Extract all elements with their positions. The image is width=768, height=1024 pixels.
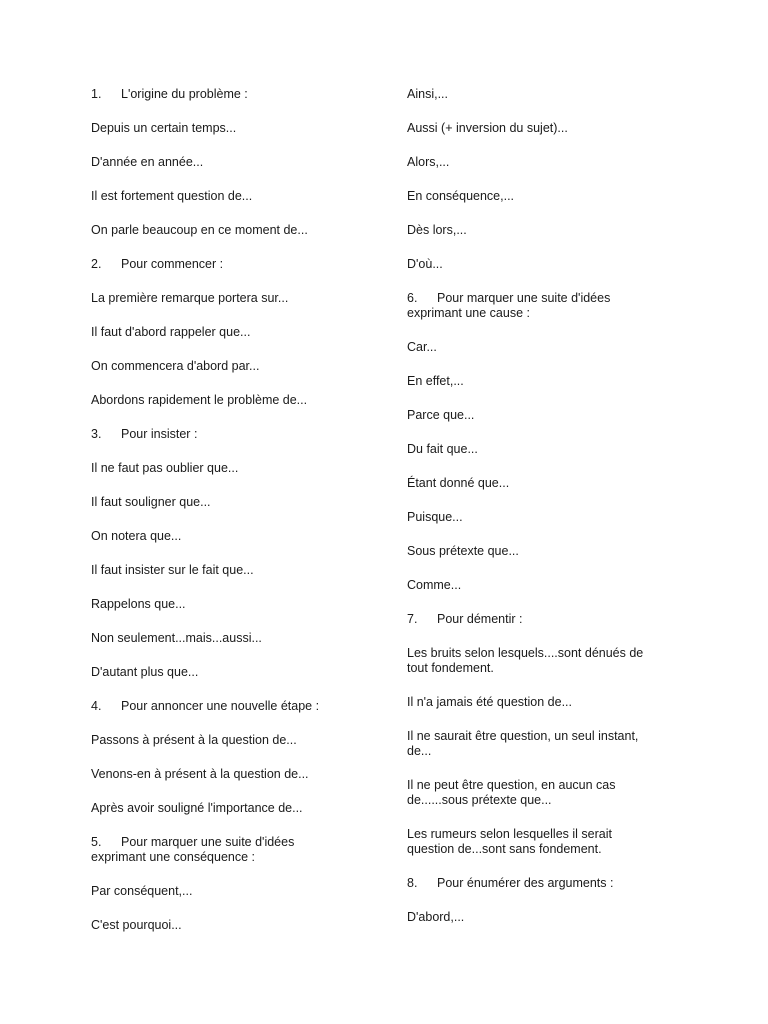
phrase-line: Il ne faut pas oublier que... — [91, 461, 239, 475]
phrase-line: Il faut insister sur le fait que... — [91, 563, 254, 577]
phrase-line: Il faut souligner que... — [91, 495, 211, 509]
right-column — [407, 87, 669, 944]
section-title: Pour marquer une suite d'idées exprimant une cause : — [407, 291, 611, 320]
section-title: L'origine du problème : — [121, 87, 248, 101]
phrase-line: Aussi (+ inversion du sujet)... — [407, 121, 568, 135]
section-number: 8. — [407, 876, 418, 890]
phrase-line: Depuis un certain temps... — [91, 121, 237, 135]
section-heading — [407, 612, 669, 646]
phrase-line: On notera que... — [91, 529, 182, 543]
phrase-line: Comme... — [407, 578, 462, 592]
section-heading — [407, 876, 669, 910]
phrase-line: D'où... — [407, 257, 443, 271]
section-title: Pour annoncer une nouvelle étape : — [121, 699, 320, 713]
section-number: 6. — [407, 291, 418, 305]
phrase-line: Ainsi,... — [407, 87, 448, 101]
phrase-line: Il n'a jamais été question de... — [407, 695, 572, 709]
section-heading — [91, 427, 361, 461]
phrase-line: En conséquence,... — [407, 189, 515, 203]
section-number: 1. — [91, 87, 102, 101]
phrase-line: Il ne saurait être question, un seul instant, de... — [407, 729, 639, 758]
phrase-line: D'abord,... — [407, 910, 465, 924]
section-title: Pour marquer une suite d'idées exprimant une conséquence : — [91, 835, 295, 864]
phrase-line: Par conséquent,... — [91, 884, 193, 898]
phrase-line: Il faut d'abord rappeler que... — [91, 325, 251, 339]
section-heading — [91, 835, 361, 884]
phrase-line: Puisque... — [407, 510, 463, 524]
phrase-line: Il est fortement question de... — [91, 189, 253, 203]
section-number: 3. — [91, 427, 102, 441]
phrase-line: Parce que... — [407, 408, 475, 422]
section-title: Pour commencer : — [121, 257, 224, 271]
phrase-line: Car... — [407, 340, 437, 354]
section-heading — [407, 291, 669, 340]
phrase-line: En effet,... — [407, 374, 464, 388]
left-column — [91, 87, 361, 952]
phrase-line: Alors,... — [407, 155, 450, 169]
phrase-line: Passons à présent à la question de... — [91, 733, 297, 747]
section-number: 2. — [91, 257, 102, 271]
phrase-line: La première remarque portera sur... — [91, 291, 289, 305]
phrase-line: D'autant plus que... — [91, 665, 199, 679]
phrase-line: On parle beaucoup en ce moment de... — [91, 223, 308, 237]
phrase-line: D'année en année... — [91, 155, 204, 169]
phrase-line: Abordons rapidement le problème de... — [91, 393, 308, 407]
section-title: Pour démentir : — [437, 612, 523, 626]
phrase-line: Les bruits selon lesquels....sont dénués de tout fondement. — [407, 646, 644, 675]
phrase-line: On commencera d'abord par... — [91, 359, 260, 373]
phrase-line: Du fait que... — [407, 442, 478, 456]
phrase-line: Rappelons que... — [91, 597, 186, 611]
phrase-line: Après avoir souligné l'importance de... — [91, 801, 303, 815]
section-number: 7. — [407, 612, 418, 626]
phrase-line: Dès lors,... — [407, 223, 467, 237]
phrase-line: Il ne peut être question, en aucun cas de......sous prétexte que... — [407, 778, 616, 807]
phrase-line: C'est pourquoi... — [91, 918, 182, 932]
phrase-line: Non seulement...mais...aussi... — [91, 631, 262, 645]
section-heading — [91, 699, 361, 733]
section-title: Pour insister : — [121, 427, 198, 441]
phrase-line: Venons-en à présent à la question de... — [91, 767, 309, 781]
phrase-line: Sous prétexte que... — [407, 544, 519, 558]
section-title: Pour énumérer des arguments : — [437, 876, 614, 890]
phrase-line: Étant donné que... — [407, 476, 510, 490]
section-heading — [91, 87, 361, 121]
section-number: 5. — [91, 835, 102, 849]
section-heading — [91, 257, 361, 291]
phrase-line: Les rumeurs selon lesquelles il serait question de...sont sans fondement. — [407, 827, 612, 856]
section-number: 4. — [91, 699, 102, 713]
